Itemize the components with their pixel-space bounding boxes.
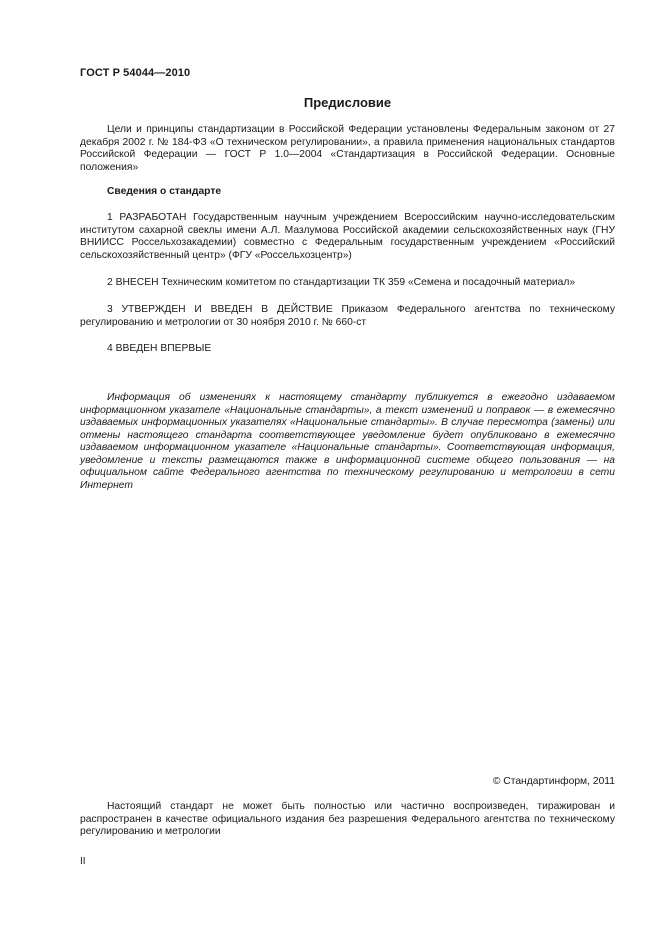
preface-intro: Цели и принципы стандартизации в Российской Федерации установлены Федеральным законом от 27 декабря 2002 г. № 184-ФЗ «О техническом регулировании», а правила применения национальных стандартов Российской Федерации — ГОСТ Р 1.0—2004 «Стандартизация в Российской Федерации. Основные положения»	[80, 124, 615, 173]
page-number: II	[80, 856, 86, 867]
item-submitted: 2 ВНЕСЕН Техническим комитетом по стандартизации ТК 359 «Семена и посадочный материал»	[107, 277, 576, 288]
copyright: © Стандартинформ, 2011	[492, 776, 615, 787]
info-heading: Сведения о стандарте	[107, 186, 222, 197]
amendments-info: Информация об изменениях к настоящему стандарту публикуется в ежегодно издаваемом информационном указателе «Национальные стандарты», а текст изменений и поправок — в ежемесячно издаваемых информационных указателях «Национальные стандарты». В случае пересмотра (замены) или отмены настоящего стандарта соответствующее уведомление будет опубликовано в ежемесячно издаваемом информационном указателе «Национальные стандарты». Соответствующая информация, уведомление и тексты размещаются также в информационной системе общего пользования — на официальном сайте Федерального агентства по техническому регулированию и метрологии в сети Интернет	[80, 392, 615, 491]
item-developed: 1 РАЗРАБОТАН Государственным научным учреждением Всероссийским научно-исследовательским институтом сахарной свеклы имени А.Л. Мазлумова Российской академии сельскохозяйственных наук (ГНУ ВНИИСС Россельхозакадемии) совместно с Федеральным государственным учреждением «Российский сельскохозяйственный центр» (ФГУ «Россельхозцентр»)	[80, 212, 615, 261]
page-title: Предисловие	[303, 95, 392, 110]
item-approved: 3 УТВЕРЖДЕН И ВВЕДЕН В ДЕЙСТВИЕ Приказом Федерального агентства по техническому регулированию и метрологии от 30 ноября 2010 г. № 660-ст	[80, 304, 615, 328]
item-first-introduced: 4 ВВЕДЕН ВПЕРВЫЕ	[107, 343, 212, 354]
reproduction-notice: Настоящий стандарт не может быть полностью или частично воспроизведен, тиражирован и распространен в качестве официального издания без разрешения Федерального агентства по техническому регулированию и метрологии	[80, 801, 615, 837]
standard-id: ГОСТ Р 54044—2010	[80, 67, 191, 79]
